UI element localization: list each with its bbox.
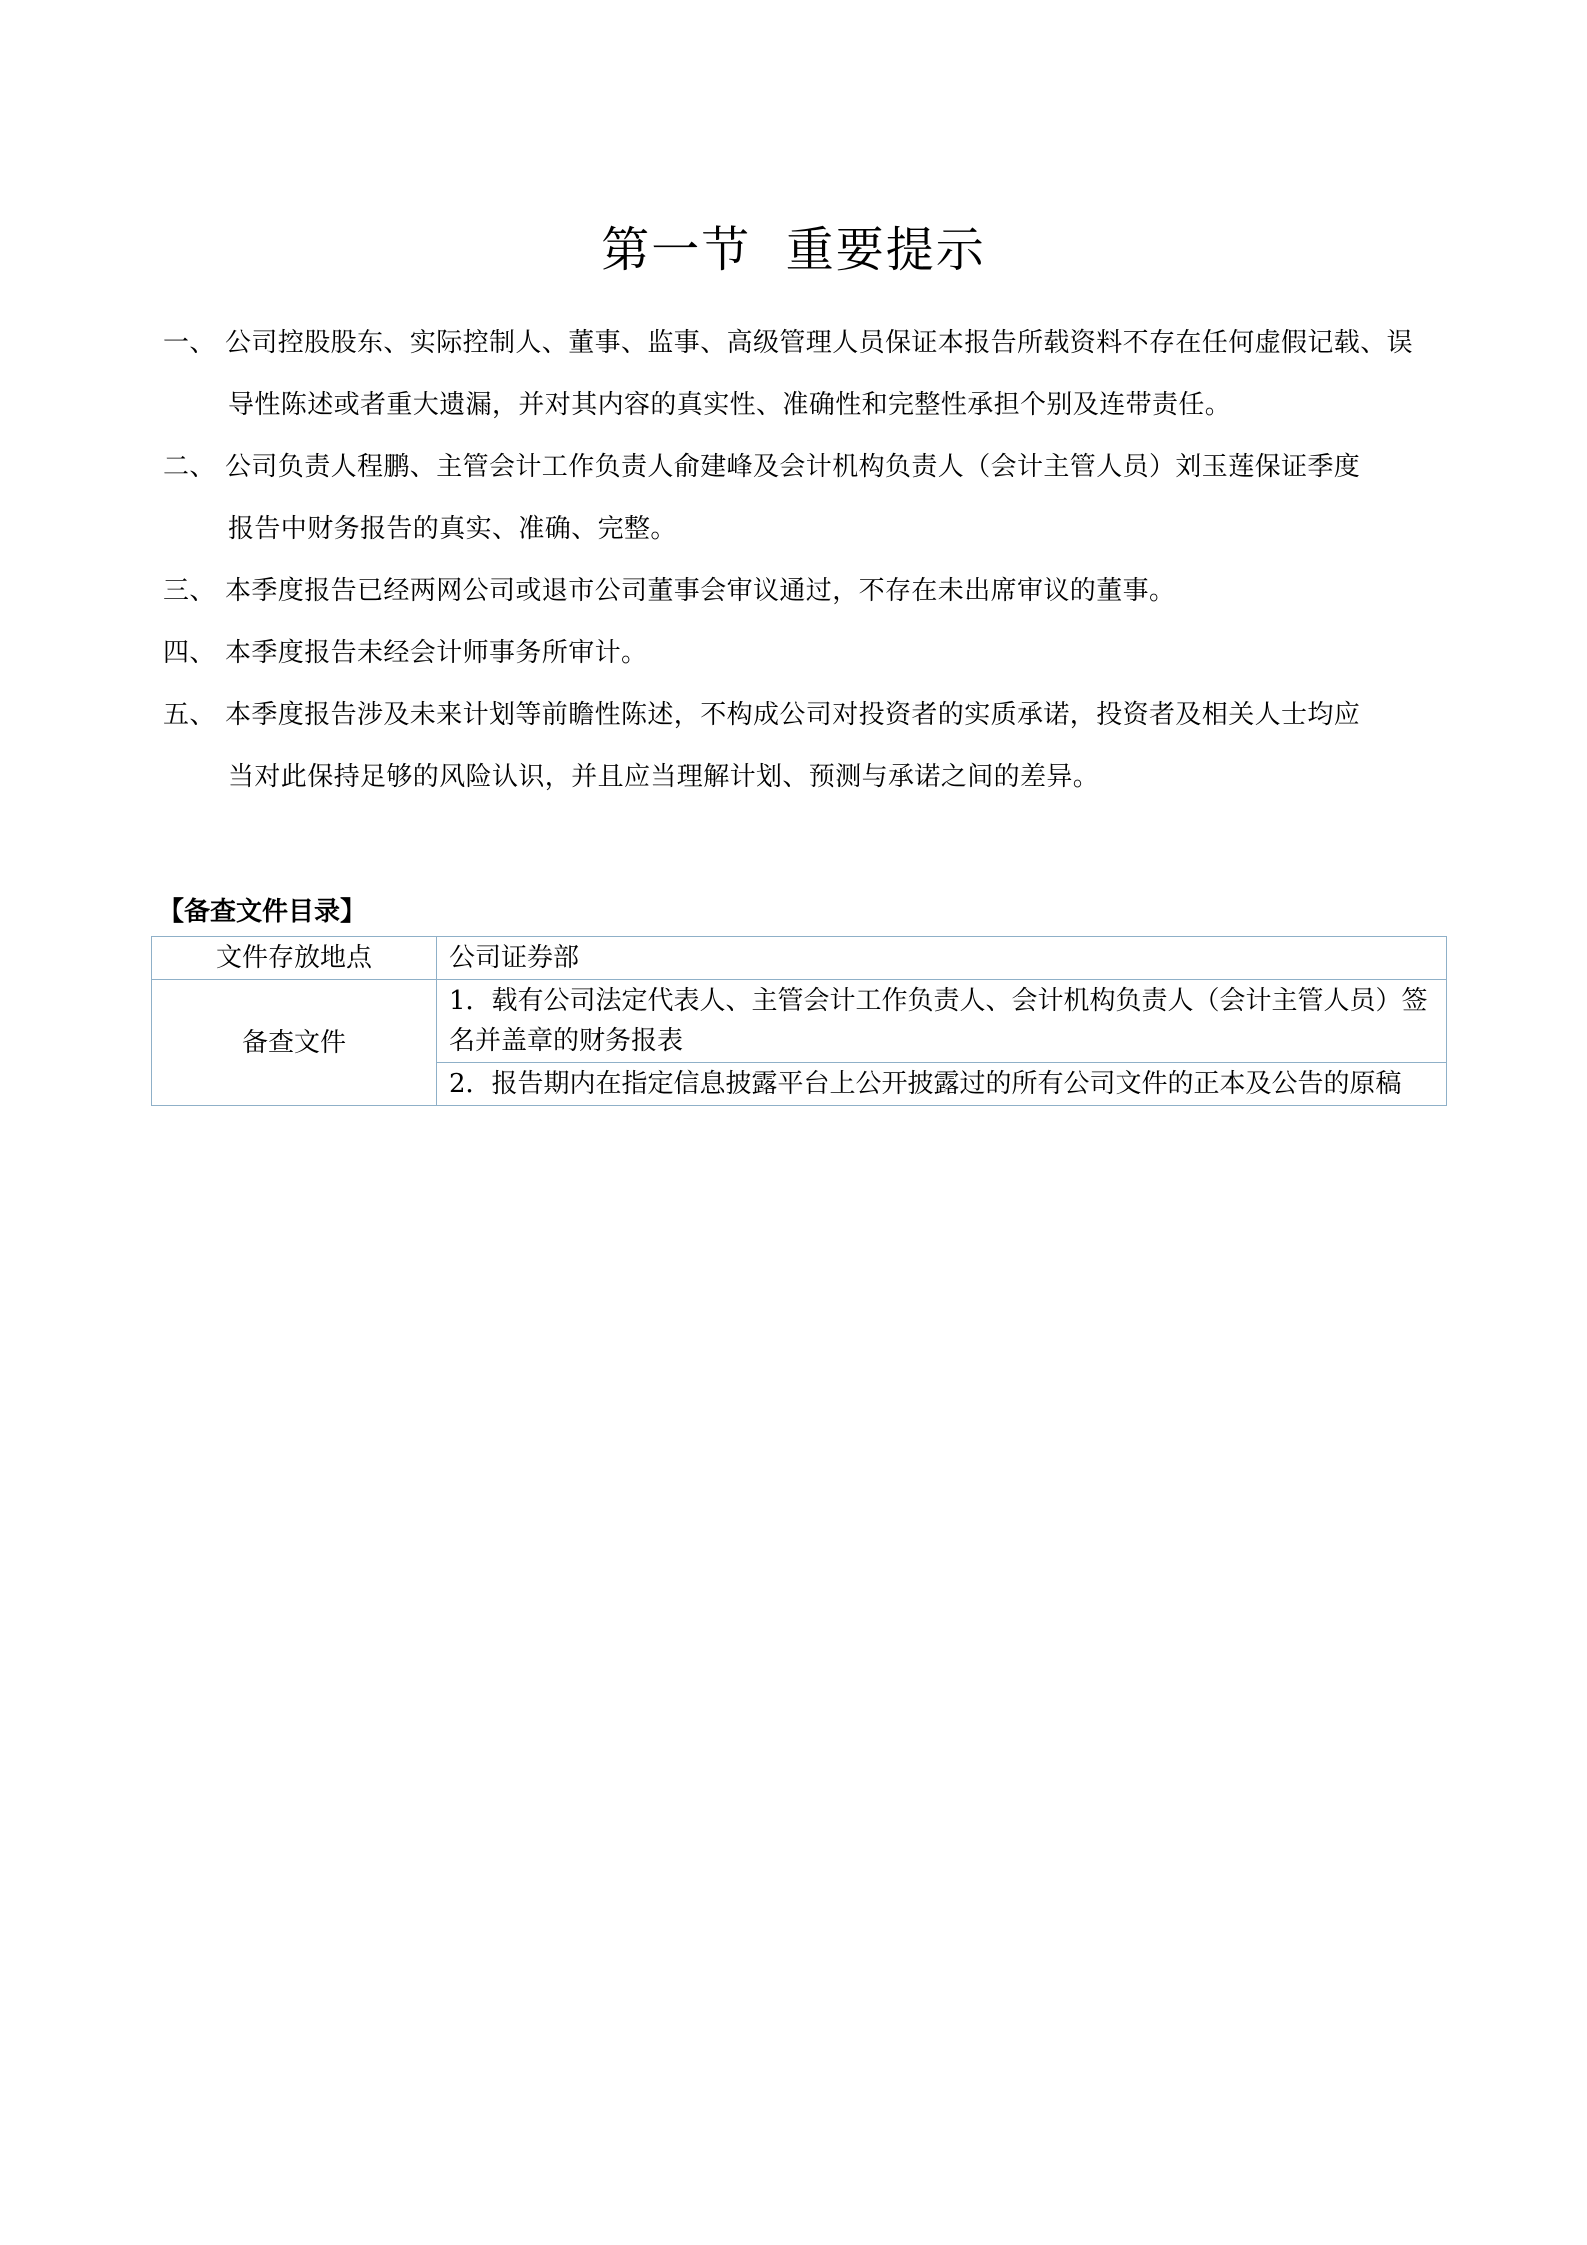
notice-number: 四、 xyxy=(163,638,216,668)
notice-line: 公司控股股东、实际控制人、董事、监事、高级管理人员保证本报告所载资料不存在任何虚假记载、误 xyxy=(225,328,1414,358)
notice-body xyxy=(225,560,1445,622)
reference-heading: 【备查文件目录】 xyxy=(158,897,367,927)
notice-item-1 xyxy=(163,312,1445,436)
notice-item-4 xyxy=(163,622,1445,684)
notice-number: 二、 xyxy=(163,452,216,482)
files-label-cell: 备查文件 xyxy=(152,980,437,1106)
reference-table xyxy=(151,936,1447,1106)
notice-line: 当对此保持足够的风险认识，并且应当理解计划、预测与承诺之间的差异。 xyxy=(228,762,1100,792)
location-value-cell: 公司证券部 xyxy=(437,937,1447,980)
notice-item-2 xyxy=(163,436,1445,560)
notice-body xyxy=(225,436,1445,560)
notice-line: 本季度报告未经会计师事务所审计。 xyxy=(225,638,648,668)
notice-line: 报告中财务报告的真实、准确、完整。 xyxy=(228,514,677,544)
notice-line: 公司负责人程鹏、主管会计工作负责人俞建峰及会计机构负责人（会计主管人员）刘玉莲保证季度 xyxy=(225,452,1361,482)
notice-body xyxy=(225,312,1445,436)
notice-number: 一、 xyxy=(163,328,216,358)
notice-item-5 xyxy=(163,684,1445,808)
notice-body xyxy=(225,622,1445,684)
page-title: 第一节 重要提示 xyxy=(601,222,986,278)
notice-body xyxy=(225,684,1445,808)
notice-number: 五、 xyxy=(163,700,216,730)
table-row xyxy=(152,980,1447,1063)
notice-line: 导性陈述或者重大遗漏，并对其内容的真实性、准确性和完整性承担个别及连带责任。 xyxy=(228,390,1232,420)
file-item-1: 1．载有公司法定代表人、主管会计工作负责人、会计机构负责人（会计主管人员）签名并盖章的财务报表 xyxy=(437,980,1447,1063)
notice-item-3 xyxy=(163,560,1445,622)
notice-line: 本季度报告涉及未来计划等前瞻性陈述，不构成公司对投资者的实质承诺，投资者及相关人士均应 xyxy=(225,700,1361,730)
table-row xyxy=(152,937,1447,980)
notice-line: 本季度报告已经两网公司或退市公司董事会审议通过，不存在未出席审议的董事。 xyxy=(225,576,1176,606)
location-label-cell: 文件存放地点 xyxy=(152,937,437,980)
notice-number: 三、 xyxy=(163,576,216,606)
file-item-2: 2．报告期内在指定信息披露平台上公开披露过的所有公司文件的正本及公告的原稿 xyxy=(437,1063,1447,1106)
